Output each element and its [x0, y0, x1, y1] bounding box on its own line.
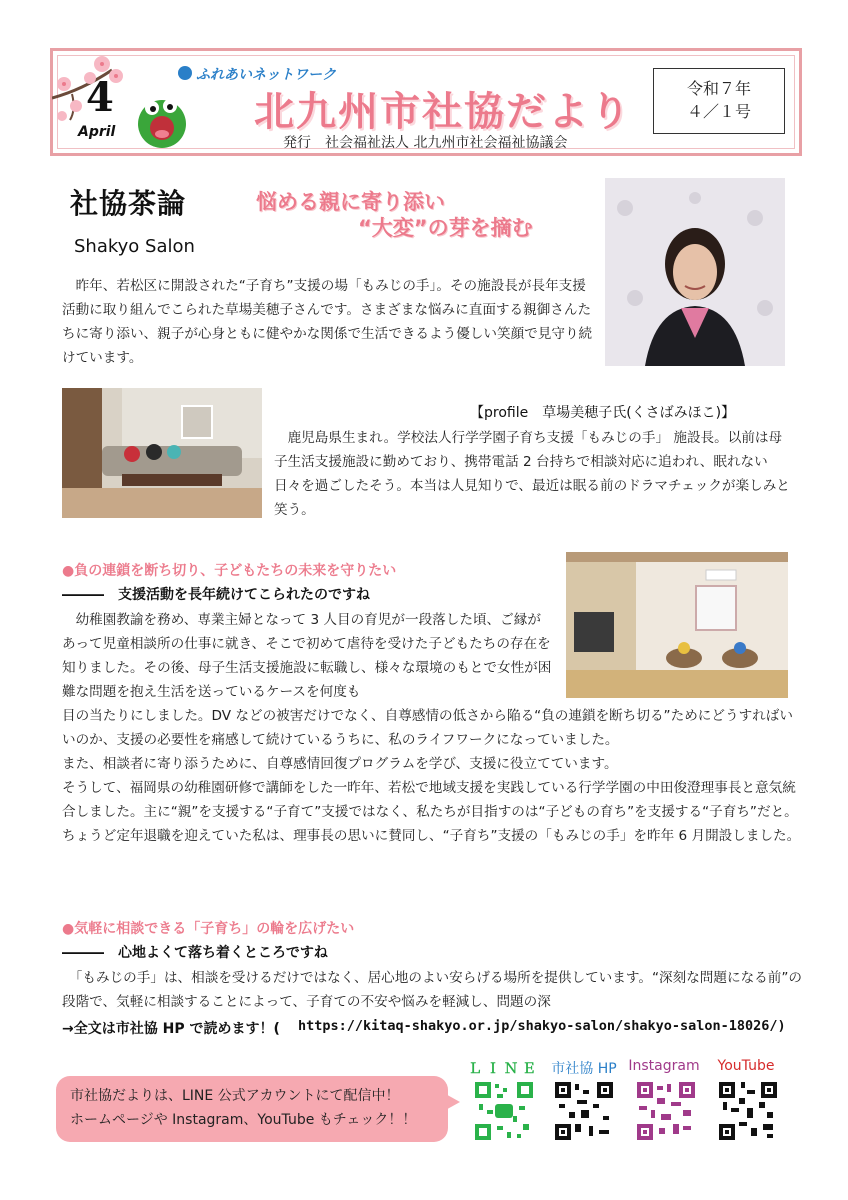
text-fade-overlay [560, 990, 800, 1014]
section2-body: 「もみじの手」は、相談を受けるだけではなく、居心地のよい安らげる場所を提供しています。“深刻な問題になる前”の段階で、気軽に相談することによって、子育ての不安や悩みを軽減し、問題の深 [62, 970, 802, 1010]
newsletter-title: 北九州市社協だより [254, 89, 632, 135]
section1-body-part2: 目の当たりにしました。DV などの被害だけでなく、自尊感情の低さから陥る“負の連鎖を断ち切る”ためにどうすればいいのか、支援の必要性を痛感して続けているうちに、私のライフワークになっていました。 また、相談者に寄り添うために、自尊感情回復プログラムを学び、支援に役立てています。 そうして、福岡県の幼稚園研修で講師をした一昨年、若松で地域支援を実践している行学学園の中田俊澄理事長と意気統合しました。主に“親”を支援する“子育て”支援ではなく、私たちが目指すのは“子どもの育ち”を支援する“子育ち”だと。ちょうど定年退職を迎えていた私は、理事長の思いに賛同し、“子育ち”支援の「もみじの手」を昨年 6 月開設しました。 [62, 708, 801, 844]
issue-number: ４／１号 [686, 102, 751, 121]
section1-question: ――― 支援活動を長年続けてこられたのですね [62, 587, 370, 603]
column-title: 社協茶論 [70, 187, 187, 220]
profile-text: 鹿児島県生まれ。学校法人行学学園子育ち支援「もみじの手」 施設長。以前は母子生活支援施設に勤めており、携帯電話 2 台持ちで相談対応に追われ、眠れない日々を過ごしたそう。本当は人見知りで、最近は眠る前のドラマチェックが楽しみと笑う。 [274, 430, 790, 518]
portrait-photo [605, 178, 785, 366]
promo-line1: 市社協だよりは、LINE 公式アカウントにて配信中！ [70, 1088, 400, 1104]
headline-line1: 悩める親に寄り添い [256, 190, 445, 214]
headline-line2: “大変”の芽を摘む [358, 216, 533, 240]
network-logo-icon [178, 66, 192, 80]
month-name: April [78, 124, 116, 140]
promo-line2: ホームページや Instagram、YouTube もチェック！！ [70, 1112, 417, 1128]
qr-label-line: ＬＩＮＥ [468, 1061, 540, 1077]
intro-paragraph: 昨年、若松区に開設された“子育ち”支援の場「もみじの手」。その施設長が長年支援活動に取り組んでこられた草場美穂子さんです。さまざまな悩みに直面する親御さんたちに寄り添い、親子が心身ともに健やかな関係で生活できるよう優しい笑顔で見守り続けています。 [62, 278, 593, 366]
month-number: 4 [86, 74, 114, 121]
qr-label-youtube: YouTube [717, 1058, 775, 1074]
publisher-line: 発行 社会福祉法人 北九州市社会福祉協議会 [283, 135, 568, 151]
profile-heading: 【profile 草場美穂子氏(くさばみほこ)】 [470, 405, 736, 421]
room-photo-playroom [566, 552, 788, 698]
hp-qr-code-icon[interactable] [553, 1080, 615, 1142]
qr-label-instagram: Instagram [628, 1058, 700, 1074]
fulltext-url-link[interactable]: https://kitaq-shakyo.or.jp/shakyo-salon/shakyo-salon-18026/) [298, 1018, 786, 1034]
section2-heading: ●気軽に相談できる「子育ち」の輪を広げたい [62, 921, 355, 937]
section1-body-part1: 幼稚園教諭を務め、専業主婦となって 3 人目の育児が一段落した頃、ご縁があって児童相談所の仕事に就き、そこで初めて虐待を受けた子どもたちの存在を知りました。その後、母子生活支援施設に転職し、様々な環境のもとで女性が困難な問題を抱え生活を送っているケースを何度も [62, 612, 552, 700]
qr-label-hp: 市社協 HP [551, 1061, 617, 1077]
section2-question: ――― 心地よくて落ち着くところですね [62, 945, 328, 961]
mascot-character-icon [134, 90, 190, 150]
room-photo-sofa [62, 388, 262, 518]
column-subtitle: Shakyo Salon [74, 236, 195, 257]
line-qr-code-icon[interactable] [473, 1080, 535, 1142]
network-label: ふれあいネットワーク [196, 67, 336, 83]
fulltext-label: →全文は市社協 HP で読めます！( [62, 1021, 280, 1037]
section1-heading: ●負の連鎖を断ち切り、子どもたちの未来を守りたい [62, 563, 397, 579]
issue-box [653, 68, 785, 134]
promo-text [70, 1084, 416, 1132]
youtube-qr-code-icon[interactable] [717, 1080, 779, 1142]
issue-era: 令和７年 [686, 79, 751, 98]
instagram-qr-code-icon[interactable] [635, 1080, 697, 1142]
speech-bubble-tail [442, 1092, 460, 1112]
